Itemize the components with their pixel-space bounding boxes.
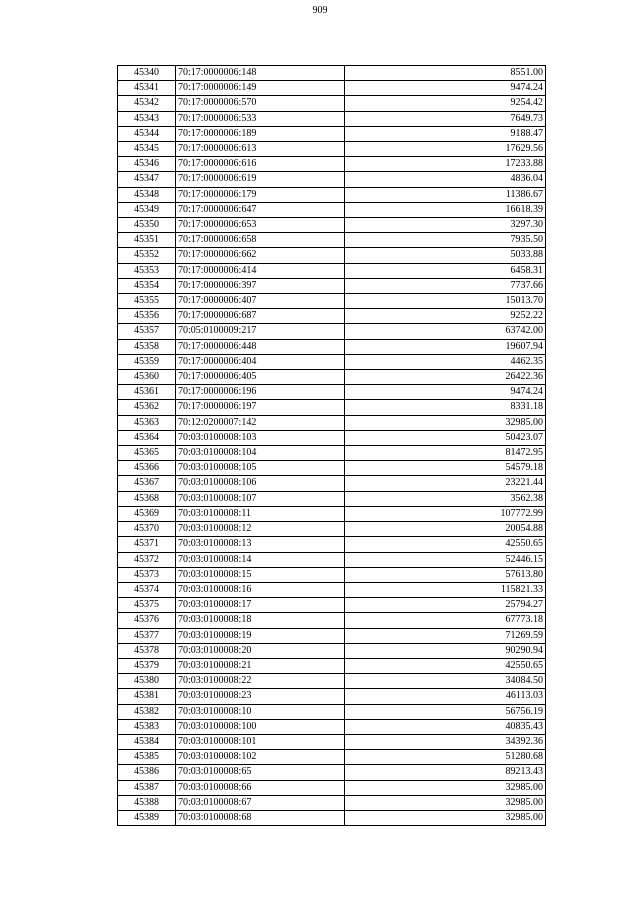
table-row <box>118 810 546 825</box>
row-number-cell: 45355 <box>118 294 176 309</box>
table-row <box>118 430 546 445</box>
cadastral-number-cell: 70:03:0100008:104 <box>176 446 345 461</box>
row-number-cell: 45352 <box>118 248 176 263</box>
row-number-cell: 45363 <box>118 415 176 430</box>
row-number-cell: 45385 <box>118 750 176 765</box>
table-row <box>118 674 546 689</box>
value-cell: 15013.70 <box>345 294 546 309</box>
cadastral-number-cell: 70:03:0100008:68 <box>176 810 345 825</box>
value-cell: 4836.04 <box>345 172 546 187</box>
table-row <box>118 415 546 430</box>
cadastral-number-cell: 70:03:0100008:10 <box>176 704 345 719</box>
value-cell: 54579.18 <box>345 461 546 476</box>
table-row <box>118 643 546 658</box>
row-number-cell: 45349 <box>118 202 176 217</box>
row-number-cell: 45358 <box>118 339 176 354</box>
value-cell: 50423.07 <box>345 430 546 445</box>
row-number-cell: 45368 <box>118 491 176 506</box>
table-row <box>118 66 546 81</box>
table-row <box>118 354 546 369</box>
table-row <box>118 142 546 157</box>
table-row <box>118 628 546 643</box>
row-number-cell: 45346 <box>118 157 176 172</box>
cadastral-number-cell: 70:03:0100008:103 <box>176 430 345 445</box>
row-number-cell: 45356 <box>118 309 176 324</box>
table-row <box>118 476 546 491</box>
row-number-cell: 45378 <box>118 643 176 658</box>
page-number: 909 <box>312 5 328 16</box>
cadastral-number-cell: 70:17:0000006:533 <box>176 111 345 126</box>
row-number-cell: 45354 <box>118 278 176 293</box>
value-cell: 115821.33 <box>345 582 546 597</box>
table-row <box>118 537 546 552</box>
row-number-cell: 45347 <box>118 172 176 187</box>
cadastral-number-cell: 70:03:0100008:23 <box>176 689 345 704</box>
table-row <box>118 719 546 734</box>
value-cell: 107772.99 <box>345 506 546 521</box>
value-cell: 57613.80 <box>345 567 546 582</box>
table-row <box>118 765 546 780</box>
table-row <box>118 187 546 202</box>
cadastral-number-cell: 70:17:0000006:407 <box>176 294 345 309</box>
cadastral-value-table <box>117 65 546 826</box>
value-cell: 67773.18 <box>345 613 546 628</box>
table-row <box>118 218 546 233</box>
value-cell: 32985.00 <box>345 780 546 795</box>
value-cell: 17233.88 <box>345 157 546 172</box>
row-number-cell: 45369 <box>118 506 176 521</box>
row-number-cell: 45367 <box>118 476 176 491</box>
row-number-cell: 45344 <box>118 126 176 141</box>
table-row <box>118 506 546 521</box>
row-number-cell: 45366 <box>118 461 176 476</box>
table-row <box>118 750 546 765</box>
cadastral-number-cell: 70:03:0100008:106 <box>176 476 345 491</box>
row-number-cell: 45380 <box>118 674 176 689</box>
value-cell: 51280.68 <box>345 750 546 765</box>
row-number-cell: 45351 <box>118 233 176 248</box>
value-cell: 42550.65 <box>345 537 546 552</box>
value-cell: 34084.50 <box>345 674 546 689</box>
value-cell: 3562.38 <box>345 491 546 506</box>
value-cell: 90290.94 <box>345 643 546 658</box>
cadastral-number-cell: 70:17:0000006:196 <box>176 385 345 400</box>
cadastral-number-cell: 70:17:0000006:570 <box>176 96 345 111</box>
table-row <box>118 324 546 339</box>
table-row <box>118 111 546 126</box>
table-body <box>118 66 546 826</box>
value-cell: 9474.24 <box>345 385 546 400</box>
value-cell: 26422.36 <box>345 370 546 385</box>
table-row <box>118 552 546 567</box>
row-number-cell: 45370 <box>118 522 176 537</box>
cadastral-number-cell: 70:03:0100008:107 <box>176 491 345 506</box>
table-row <box>118 96 546 111</box>
value-cell: 81472.95 <box>345 446 546 461</box>
cadastral-number-cell: 70:03:0100008:12 <box>176 522 345 537</box>
cadastral-number-cell: 70:05:0100009:217 <box>176 324 345 339</box>
value-cell: 6458.31 <box>345 263 546 278</box>
cadastral-number-cell: 70:17:0000006:197 <box>176 400 345 415</box>
cadastral-number-cell: 70:03:0100008:65 <box>176 765 345 780</box>
table-row <box>118 309 546 324</box>
cadastral-number-cell: 70:12:0200007:142 <box>176 415 345 430</box>
cadastral-number-cell: 70:03:0100008:20 <box>176 643 345 658</box>
row-number-cell: 45361 <box>118 385 176 400</box>
table-row <box>118 233 546 248</box>
cadastral-number-cell: 70:03:0100008:14 <box>176 552 345 567</box>
table-row <box>118 263 546 278</box>
value-cell: 32985.00 <box>345 795 546 810</box>
table-row <box>118 370 546 385</box>
table-row <box>118 704 546 719</box>
row-number-cell: 45372 <box>118 552 176 567</box>
table-row <box>118 734 546 749</box>
value-cell: 8551.00 <box>345 66 546 81</box>
table-row <box>118 81 546 96</box>
value-cell: 20054.88 <box>345 522 546 537</box>
value-cell: 23221.44 <box>345 476 546 491</box>
table-row <box>118 689 546 704</box>
row-number-cell: 45386 <box>118 765 176 780</box>
cadastral-number-cell: 70:17:0000006:662 <box>176 248 345 263</box>
cadastral-number-cell: 70:17:0000006:189 <box>176 126 345 141</box>
cadastral-number-cell: 70:03:0100008:102 <box>176 750 345 765</box>
table-row <box>118 400 546 415</box>
cadastral-number-cell: 70:17:0000006:404 <box>176 354 345 369</box>
table-row <box>118 582 546 597</box>
table-row <box>118 522 546 537</box>
table-row <box>118 294 546 309</box>
cadastral-number-cell: 70:17:0000006:616 <box>176 157 345 172</box>
table-row <box>118 461 546 476</box>
value-cell: 7935.50 <box>345 233 546 248</box>
cadastral-number-cell: 70:03:0100008:21 <box>176 658 345 673</box>
cadastral-number-cell: 70:03:0100008:16 <box>176 582 345 597</box>
value-cell: 11386.67 <box>345 187 546 202</box>
row-number-cell: 45359 <box>118 354 176 369</box>
cadastral-number-cell: 70:03:0100008:67 <box>176 795 345 810</box>
value-cell: 5033.88 <box>345 248 546 263</box>
row-number-cell: 45382 <box>118 704 176 719</box>
row-number-cell: 45353 <box>118 263 176 278</box>
cadastral-number-cell: 70:17:0000006:405 <box>176 370 345 385</box>
table-row <box>118 491 546 506</box>
value-cell: 34392.36 <box>345 734 546 749</box>
row-number-cell: 45342 <box>118 96 176 111</box>
value-cell: 25794.27 <box>345 598 546 613</box>
table-row <box>118 446 546 461</box>
value-cell: 32985.00 <box>345 810 546 825</box>
cadastral-number-cell: 70:03:0100008:18 <box>176 613 345 628</box>
table-row <box>118 278 546 293</box>
row-number-cell: 45340 <box>118 66 176 81</box>
row-number-cell: 45374 <box>118 582 176 597</box>
row-number-cell: 45375 <box>118 598 176 613</box>
table-row <box>118 172 546 187</box>
cadastral-number-cell: 70:17:0000006:619 <box>176 172 345 187</box>
value-cell: 46113.03 <box>345 689 546 704</box>
row-number-cell: 45360 <box>118 370 176 385</box>
value-cell: 42550.65 <box>345 658 546 673</box>
row-number-cell: 45384 <box>118 734 176 749</box>
cadastral-number-cell: 70:17:0000006:613 <box>176 142 345 157</box>
cadastral-number-cell: 70:17:0000006:647 <box>176 202 345 217</box>
row-number-cell: 45373 <box>118 567 176 582</box>
cadastral-number-cell: 70:03:0100008:101 <box>176 734 345 749</box>
row-number-cell: 45377 <box>118 628 176 643</box>
row-number-cell: 45383 <box>118 719 176 734</box>
row-number-cell: 45357 <box>118 324 176 339</box>
row-number-cell: 45376 <box>118 613 176 628</box>
cadastral-number-cell: 70:03:0100008:22 <box>176 674 345 689</box>
value-cell: 16618.39 <box>345 202 546 217</box>
table-row <box>118 780 546 795</box>
table-row <box>118 202 546 217</box>
cadastral-number-cell: 70:17:0000006:653 <box>176 218 345 233</box>
table-row <box>118 598 546 613</box>
cadastral-number-cell: 70:03:0100008:105 <box>176 461 345 476</box>
value-cell: 9474.24 <box>345 81 546 96</box>
value-cell: 17629.56 <box>345 142 546 157</box>
cadastral-number-cell: 70:17:0000006:397 <box>176 278 345 293</box>
value-cell: 7649.73 <box>345 111 546 126</box>
cadastral-number-cell: 70:17:0000006:149 <box>176 81 345 96</box>
row-number-cell: 45362 <box>118 400 176 415</box>
row-number-cell: 45388 <box>118 795 176 810</box>
value-cell: 9252.22 <box>345 309 546 324</box>
table-row <box>118 248 546 263</box>
table-row <box>118 126 546 141</box>
value-cell: 4462.35 <box>345 354 546 369</box>
cadastral-number-cell: 70:03:0100008:19 <box>176 628 345 643</box>
table-row <box>118 339 546 354</box>
value-cell: 71269.59 <box>345 628 546 643</box>
cadastral-number-cell: 70:03:0100008:66 <box>176 780 345 795</box>
row-number-cell: 45345 <box>118 142 176 157</box>
row-number-cell: 45341 <box>118 81 176 96</box>
value-cell: 56756.19 <box>345 704 546 719</box>
row-number-cell: 45381 <box>118 689 176 704</box>
value-cell: 9188.47 <box>345 126 546 141</box>
cadastral-number-cell: 70:17:0000006:414 <box>176 263 345 278</box>
value-cell: 32985.00 <box>345 415 546 430</box>
value-cell: 7737.66 <box>345 278 546 293</box>
row-number-cell: 45364 <box>118 430 176 445</box>
value-cell: 8331.18 <box>345 400 546 415</box>
cadastral-number-cell: 70:03:0100008:11 <box>176 506 345 521</box>
table-row <box>118 658 546 673</box>
row-number-cell: 45371 <box>118 537 176 552</box>
cadastral-number-cell: 70:03:0100008:17 <box>176 598 345 613</box>
row-number-cell: 45350 <box>118 218 176 233</box>
cadastral-number-cell: 70:17:0000006:148 <box>176 66 345 81</box>
cadastral-number-cell: 70:17:0000006:179 <box>176 187 345 202</box>
cadastral-number-cell: 70:03:0100008:15 <box>176 567 345 582</box>
row-number-cell: 45343 <box>118 111 176 126</box>
table-row <box>118 157 546 172</box>
table-row <box>118 385 546 400</box>
row-number-cell: 45387 <box>118 780 176 795</box>
cadastral-number-cell: 70:17:0000006:658 <box>176 233 345 248</box>
row-number-cell: 45389 <box>118 810 176 825</box>
row-number-cell: 45348 <box>118 187 176 202</box>
value-cell: 19607.94 <box>345 339 546 354</box>
cadastral-number-cell: 70:03:0100008:100 <box>176 719 345 734</box>
table-row <box>118 613 546 628</box>
row-number-cell: 45365 <box>118 446 176 461</box>
value-cell: 89213.43 <box>345 765 546 780</box>
cadastral-number-cell: 70:17:0000006:687 <box>176 309 345 324</box>
value-cell: 3297.30 <box>345 218 546 233</box>
value-cell: 52446.15 <box>345 552 546 567</box>
cadastral-number-cell: 70:03:0100008:13 <box>176 537 345 552</box>
value-cell: 9254.42 <box>345 96 546 111</box>
row-number-cell: 45379 <box>118 658 176 673</box>
value-cell: 40835.43 <box>345 719 546 734</box>
value-cell: 63742.00 <box>345 324 546 339</box>
table-row <box>118 795 546 810</box>
table-row <box>118 567 546 582</box>
cadastral-number-cell: 70:17:0000006:448 <box>176 339 345 354</box>
